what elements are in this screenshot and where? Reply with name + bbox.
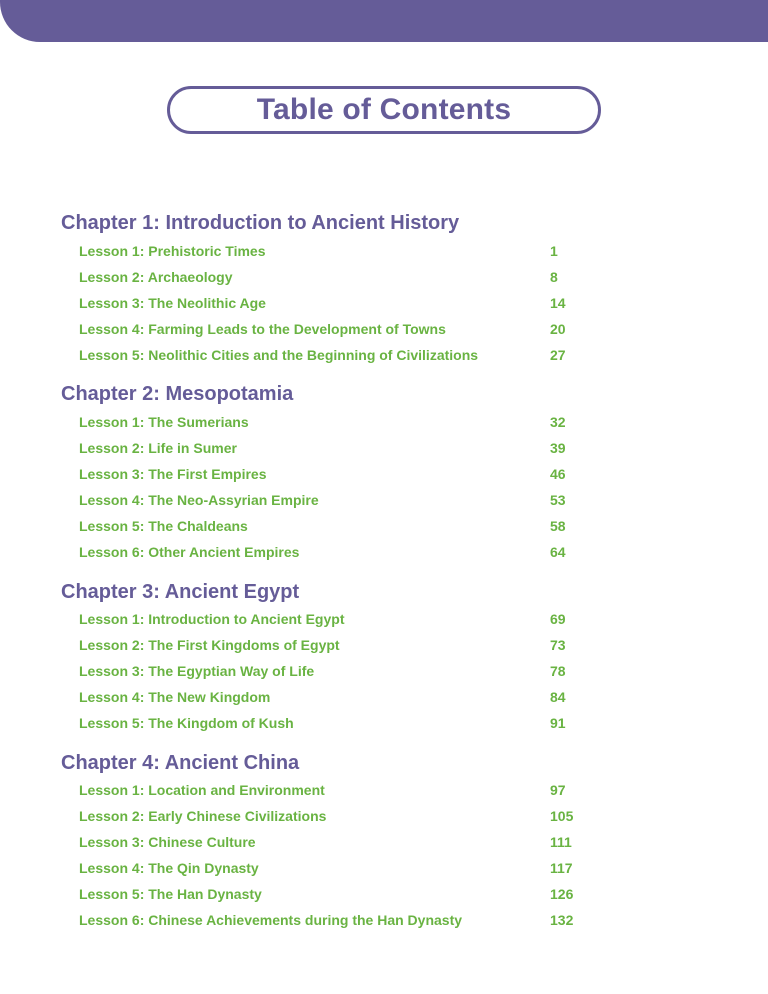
lesson-row[interactable]	[79, 490, 579, 510]
lesson-title: Lesson 3: The Neolithic Age	[79, 295, 266, 311]
lesson-page-number: 53	[550, 492, 566, 508]
lesson-title: Lesson 6: Chinese Achievements during the Han Dynasty	[79, 912, 463, 928]
lesson-page-number: 105	[550, 808, 574, 824]
lesson-page-number: 91	[550, 715, 566, 731]
lesson-row[interactable]	[79, 910, 579, 930]
lesson-row[interactable]	[79, 832, 579, 852]
lesson-row[interactable]	[79, 267, 579, 287]
lesson-title: Lesson 1: Prehistoric Times	[79, 243, 266, 259]
lesson-row[interactable]	[79, 319, 579, 339]
lesson-row[interactable]	[79, 293, 579, 313]
lesson-title: Lesson 5: Neolithic Cities and the Beginning of Civilizations	[79, 347, 479, 363]
lesson-page-number: 14	[550, 295, 566, 311]
page-title: Table of Contents	[256, 93, 512, 126]
lesson-title: Lesson 3: The First Empires	[79, 466, 267, 482]
lesson-title: Lesson 6: Other Ancient Empires	[79, 544, 300, 560]
lesson-page-number: 27	[550, 347, 566, 363]
lesson-page-number: 97	[550, 782, 566, 798]
lesson-page-number: 58	[550, 518, 566, 534]
lesson-row[interactable]	[79, 635, 579, 655]
lesson-row[interactable]	[79, 609, 579, 629]
lesson-page-number: 20	[550, 321, 566, 337]
lesson-page-number: 78	[550, 663, 566, 679]
lesson-page-number: 1	[550, 243, 558, 259]
lesson-page-number: 39	[550, 440, 566, 456]
lesson-page-number: 46	[550, 466, 566, 482]
lesson-page-number: 73	[550, 637, 566, 653]
lesson-row[interactable]	[79, 345, 579, 365]
lesson-page-number: 132	[550, 912, 574, 928]
lesson-page-number: 126	[550, 886, 574, 902]
chapter-title[interactable]: Chapter 2: Mesopotamia	[61, 383, 294, 405]
lesson-title: Lesson 5: The Kingdom of Kush	[79, 715, 294, 731]
lesson-title: Lesson 1: Introduction to Ancient Egypt	[79, 611, 345, 627]
lesson-row[interactable]	[79, 858, 579, 878]
lesson-page-number: 64	[550, 544, 566, 560]
lesson-page-number: 84	[550, 689, 566, 705]
lesson-title: Lesson 4: The Qin Dynasty	[79, 860, 259, 876]
lesson-row[interactable]	[79, 438, 579, 458]
lesson-row[interactable]	[79, 412, 579, 432]
lesson-title: Lesson 5: The Chaldeans	[79, 518, 248, 534]
lesson-title: Lesson 5: The Han Dynasty	[79, 886, 262, 902]
lesson-row[interactable]	[79, 780, 579, 800]
lesson-row[interactable]	[79, 241, 579, 261]
lesson-row[interactable]	[79, 542, 579, 562]
lesson-row[interactable]	[79, 687, 579, 707]
chapter-title[interactable]: Chapter 1: Introduction to Ancient History	[61, 212, 460, 234]
lesson-page-number: 111	[550, 834, 572, 850]
lesson-title: Lesson 4: The New Kingdom	[79, 689, 271, 705]
lesson-row[interactable]	[79, 806, 579, 826]
chapter-title[interactable]: Chapter 4: Ancient China	[61, 752, 300, 774]
lesson-page-number: 117	[550, 860, 573, 876]
lesson-title: Lesson 2: Early Chinese Civilizations	[79, 808, 327, 824]
lesson-title: Lesson 1: The Sumerians	[79, 414, 249, 430]
lesson-title: Lesson 4: The Neo-Assyrian Empire	[79, 492, 319, 508]
lesson-row[interactable]	[79, 884, 579, 904]
lesson-title: Lesson 3: The Egyptian Way of Life	[79, 663, 315, 679]
lesson-title: Lesson 1: Location and Environment	[79, 782, 325, 798]
lesson-row[interactable]	[79, 464, 579, 484]
lesson-title: Lesson 2: Life in Sumer	[79, 440, 237, 456]
lesson-title: Lesson 2: The First Kingdoms of Egypt	[79, 637, 340, 653]
lesson-title: Lesson 4: Farming Leads to the Development of Towns	[79, 321, 446, 337]
chapter-title[interactable]: Chapter 3: Ancient Egypt	[61, 581, 300, 603]
lesson-page-number: 69	[550, 611, 566, 627]
lesson-page-number: 32	[550, 414, 566, 430]
lesson-title: Lesson 2: Archaeology	[79, 269, 233, 285]
lesson-title: Lesson 3: Chinese Culture	[79, 834, 256, 850]
lesson-row[interactable]	[79, 661, 579, 681]
lesson-row[interactable]	[79, 516, 579, 536]
lesson-page-number: 8	[550, 269, 558, 285]
lesson-row[interactable]	[79, 713, 579, 733]
